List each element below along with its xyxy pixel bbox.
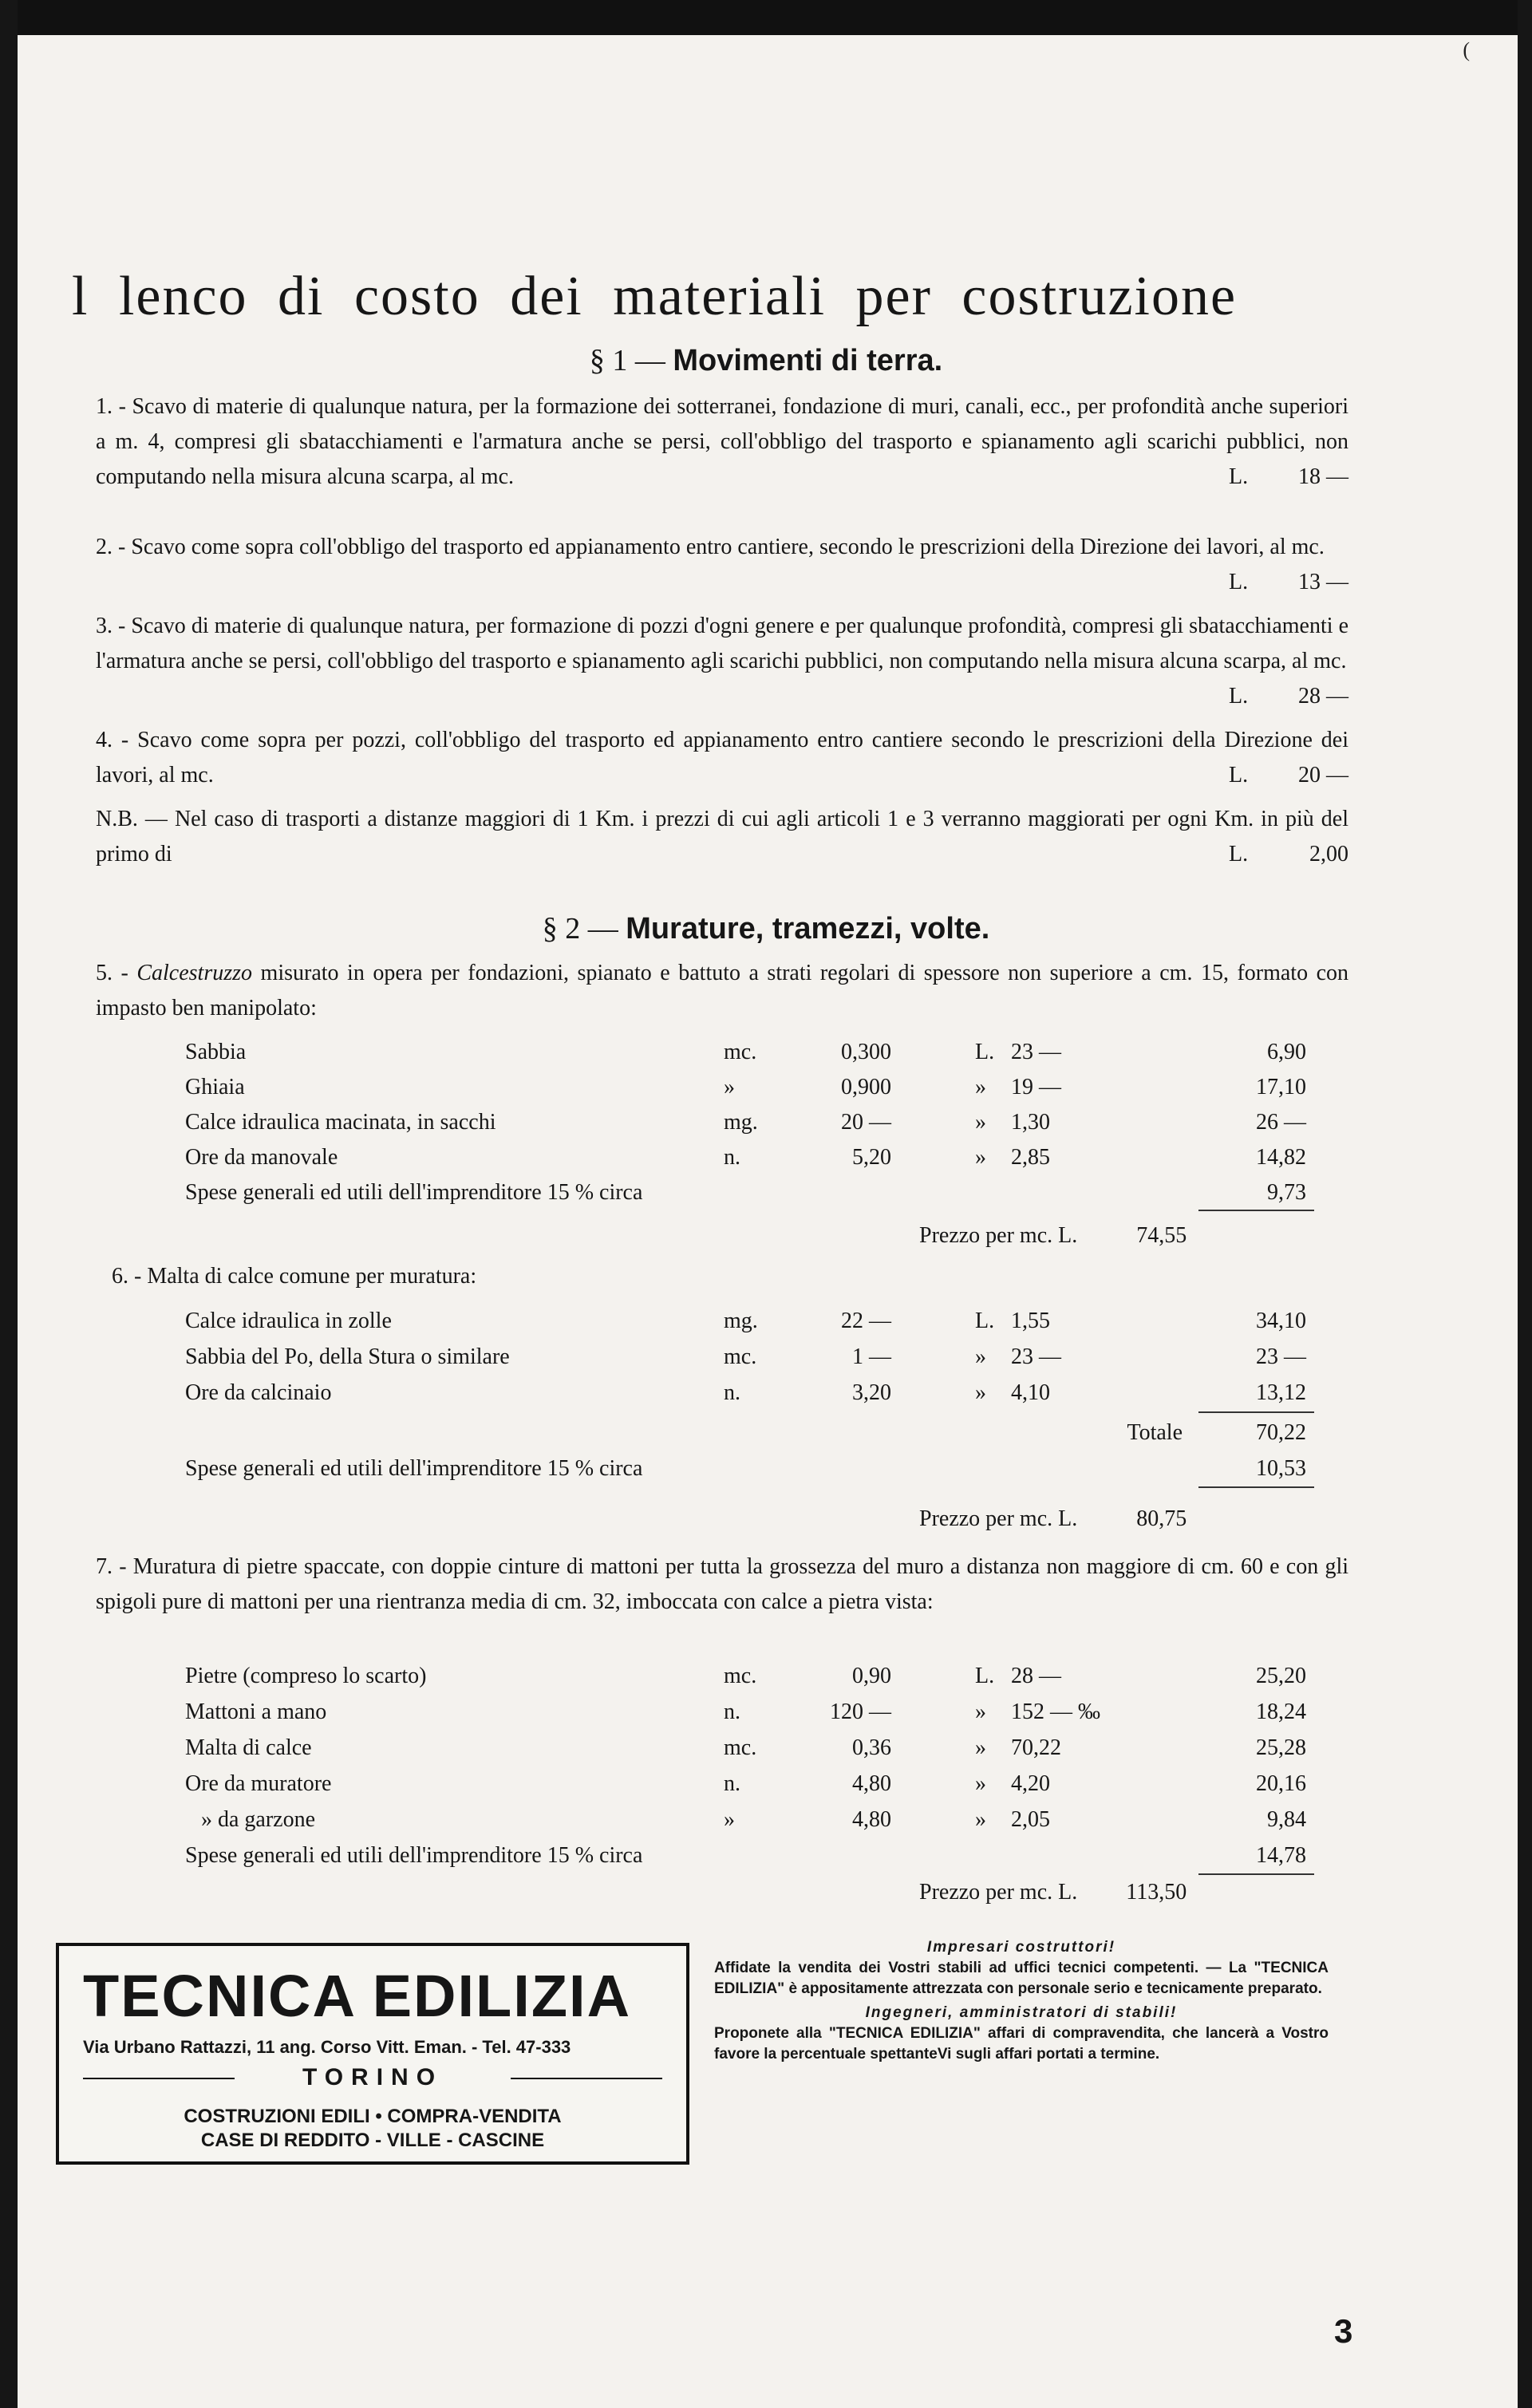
item-4-price <box>1229 758 1348 793</box>
row-unit: mc. <box>724 1664 757 1688</box>
ad-city: TORINO <box>302 2064 444 2090</box>
section-2-prefix: § 2 — <box>542 912 618 945</box>
row-description: Spese generali ed utili dell'imprenditore 15 % circa <box>185 1180 643 1205</box>
row-currency: » <box>975 1344 986 1369</box>
item-1-value: 18 — <box>1298 464 1348 489</box>
row-description: Sabbia del Po, della Stura o similare <box>185 1344 510 1369</box>
row-amount: 9,84 <box>1267 1807 1306 1832</box>
row-amount: 25,20 <box>1256 1664 1306 1688</box>
row-unit-price: 70,22 <box>1011 1735 1061 1760</box>
item-2-text: 2. - Scavo come sopra coll'obbligo del trasporto ed appianamento entro cantiere, secondo le prescrizioni della Direzione dei lavori, al mc. <box>96 535 1325 559</box>
item-5-number: 5. - <box>96 961 128 985</box>
row-unit: » <box>724 1807 735 1832</box>
notice-header-2: Ingegneri, amministratori di stabili! <box>865 2004 1178 2021</box>
price-label: Prezzo per mc. L. <box>919 1223 1078 1248</box>
row-unit: mc. <box>724 1040 757 1064</box>
ad-company-name: TECNICA EDILIZIA <box>83 1963 632 2029</box>
row-description: Spese generali ed utili dell'imprenditore 15 % circa <box>185 1843 643 1868</box>
total-amount: 70,22 <box>1256 1420 1306 1445</box>
row-currency: » <box>975 1110 986 1135</box>
row-currency: » <box>975 1807 986 1832</box>
row-description: Ore da calcinaio <box>185 1380 332 1405</box>
row-currency: L. <box>975 1664 995 1688</box>
row-description: » da garzone <box>201 1807 316 1832</box>
row-currency: » <box>975 1075 986 1099</box>
row-amount: 25,28 <box>1256 1735 1306 1760</box>
row-amount: 9,73 <box>1267 1180 1306 1205</box>
row-quantity: 1 — <box>852 1344 891 1369</box>
item-4-text: 4. - Scavo come sopra per pozzi, coll'obbligo del trasporto ed appianamento entro cantiere secondo le prescrizioni della Direzione dei lavori, al mc. <box>96 728 1348 788</box>
row-unit-price: 4,20 <box>1011 1771 1050 1796</box>
item-3-price <box>1229 679 1348 714</box>
item-4-currency: L. <box>1229 763 1249 788</box>
item-4 <box>96 723 1348 793</box>
nota-bene-currency: L. <box>1229 842 1249 866</box>
item-3-currency: L. <box>1229 684 1249 709</box>
row-unit: n. <box>724 1699 740 1724</box>
notice-body-1: Affidate la vendita dei Vostri stabili ad uffici tecnici competenti. — La "TECNICA EDILIZIA" è appositamente attrezzata con personale serio e tecnicamente preparato. <box>714 1960 1329 1997</box>
price-value: 74,55 <box>1136 1223 1187 1248</box>
page-number: 3 <box>1334 2312 1353 2350</box>
top-scan-border <box>0 0 1532 35</box>
row-description: Ghiaia <box>185 1075 245 1099</box>
section-1-prefix: § 1 — <box>589 344 665 377</box>
item-5-name: Calcestruzzo <box>136 961 253 985</box>
row-amount: 10,53 <box>1256 1456 1306 1481</box>
item-3-text: 3. - Scavo di materie di qualunque natura, per formazione di pozzi d'ogni genere e per qualunque profondità, compresi gli sbatacchiamenti e l'armatura anche se persi, coll'obbligo del trasporto e spianamento agli scarichi pubblici, non computando nella misura alcuna scarpa, al mc. <box>96 614 1348 673</box>
row-currency: » <box>975 1380 986 1405</box>
sum-rule <box>1198 1486 1314 1488</box>
item-5-intro <box>96 956 1348 1026</box>
row-unit: mc. <box>724 1344 757 1369</box>
item-2-price <box>1229 565 1348 600</box>
row-quantity: 0,900 <box>841 1075 891 1099</box>
row-quantity: 4,80 <box>852 1771 891 1796</box>
row-amount: 14,82 <box>1256 1145 1306 1170</box>
notice-header-1: Impresari costruttori! <box>926 1939 1116 1956</box>
row-unit-price: 152 — ‰ <box>1011 1699 1100 1724</box>
row-unit-price: 19 — <box>1011 1075 1061 1099</box>
item-6-title: 6. - Malta di calce comune per muratura: <box>112 1264 477 1289</box>
price-value: 80,75 <box>1136 1506 1187 1531</box>
nota-bene-price <box>1229 837 1348 872</box>
ad-address: Via Urbano Rattazzi, 11 ang. Corso Vitt. Eman. - Tel. 47-333 <box>83 2037 571 2057</box>
row-amount: 13,12 <box>1256 1380 1306 1405</box>
corner-mark: ( <box>1463 38 1470 61</box>
item-3-value: 28 — <box>1298 684 1348 709</box>
row-amount: 18,24 <box>1256 1699 1306 1724</box>
row-quantity: 4,80 <box>852 1807 891 1832</box>
row-description: Pietre (compreso lo scarto) <box>185 1664 427 1688</box>
row-quantity: 5,20 <box>852 1145 891 1170</box>
row-unit-price: 1,30 <box>1011 1110 1050 1135</box>
row-amount: 6,90 <box>1267 1040 1306 1064</box>
price-value: 113,50 <box>1126 1880 1187 1905</box>
item-6-price-line <box>919 1506 1187 1532</box>
row-currency: » <box>975 1771 986 1796</box>
advertisement-box <box>56 1943 689 2165</box>
row-unit-price: 23 — <box>1011 1344 1061 1369</box>
row-unit: mg. <box>724 1309 758 1333</box>
row-amount: 20,16 <box>1256 1771 1306 1796</box>
nota-bene-text: N.B. — Nel caso di trasporti a distanze maggiori di 1 Km. i prezzi di cui agli articoli 1 e 3 verranno maggiorati per ogni Km. in più del primo di <box>96 807 1348 866</box>
row-quantity: 0,300 <box>841 1040 891 1064</box>
notice-body-2: Proponete alla "TECNICA EDILIZIA" affari di compravendita, che lancerà a Vostro favore la percentuale spettanteVi sugli affari portati a termine. <box>714 2025 1329 2063</box>
row-currency: L. <box>975 1309 995 1333</box>
sum-rule <box>1198 1411 1314 1413</box>
section-1-title: Movimenti di terra. <box>673 344 943 377</box>
row-currency: » <box>975 1735 986 1760</box>
row-amount: 14,78 <box>1256 1843 1306 1868</box>
row-unit: n. <box>724 1145 740 1170</box>
section-2-title: Murature, tramezzi, volte. <box>626 912 990 945</box>
nota-bene-value: 2,00 <box>1309 842 1348 866</box>
row-quantity: 0,90 <box>852 1664 891 1688</box>
row-description: Ore da muratore <box>185 1771 332 1796</box>
row-description: Spese generali ed utili dell'imprenditore 15 % circa <box>185 1456 643 1481</box>
row-quantity: 3,20 <box>852 1380 891 1405</box>
row-unit: » <box>724 1075 735 1099</box>
row-unit-price: 4,10 <box>1011 1380 1050 1405</box>
item-1-text: 1. - Scavo di materie di qualunque natura, per la formazione dei sotterranei, fondazione di muri, canali, ecc., per profondità anche superiori a m. 4, compresi gli sbatacchiamenti e l'armatura anche se persi, coll'obbligo del trasporto e spianamento agli scarichi pubblici, non computando nella misura alcuna scarpa, al mc. <box>96 394 1348 489</box>
sum-rule <box>1198 1873 1314 1875</box>
row-quantity: 20 — <box>841 1110 891 1135</box>
row-unit: mg. <box>724 1110 758 1135</box>
row-description: Mattoni a mano <box>185 1699 327 1724</box>
row-quantity: 0,36 <box>852 1735 891 1760</box>
row-currency: » <box>975 1699 986 1724</box>
item-5-text: misurato in opera per fondazioni, spianato e battuto a strati regolari di spessore non superiore a cm. 15, formato con impasto ben manipolato: <box>96 961 1349 1020</box>
row-quantity: 22 — <box>841 1309 891 1333</box>
item-2-value: 13 — <box>1298 570 1348 594</box>
row-amount: 17,10 <box>1256 1075 1306 1099</box>
ad-activities-line-2: CASE DI REDDITO - VILLE - CASCINE <box>200 2130 545 2151</box>
ad-rule-right <box>511 2078 662 2079</box>
row-unit-price: 2,05 <box>1011 1807 1050 1832</box>
notice-block <box>714 1937 1329 2065</box>
row-description: Malta di calce <box>185 1735 312 1760</box>
row-description: Ore da manovale <box>185 1145 338 1170</box>
section-2-heading <box>0 911 1532 946</box>
price-label: Prezzo per mc. L. <box>919 1506 1078 1531</box>
item-5-price-line <box>919 1223 1187 1249</box>
row-currency: L. <box>975 1040 995 1064</box>
item-2 <box>96 530 1348 600</box>
item-1 <box>96 389 1348 495</box>
item-2-currency: L. <box>1229 570 1249 594</box>
total-label: Totale <box>1127 1420 1183 1445</box>
row-quantity: 120 — <box>830 1699 891 1724</box>
sum-rule <box>1198 1210 1314 1211</box>
row-unit: mc. <box>724 1735 757 1760</box>
row-unit: n. <box>724 1771 740 1796</box>
item-3 <box>96 609 1348 714</box>
row-currency: » <box>975 1145 986 1170</box>
row-unit-price: 28 — <box>1011 1664 1061 1688</box>
row-description: Calce idraulica in zolle <box>185 1309 392 1333</box>
item-1-price <box>1229 460 1348 495</box>
item-7-intro: 7. - Muratura di pietre spaccate, con doppie cinture di mattoni per tutta la grossezza del muro a distanza non maggiore di cm. 60 e con gli spigoli pure di mattoni per una rientranza media di cm. 32, imboccata con calce a pietra vista: <box>96 1554 1348 1614</box>
row-description: Calce idraulica macinata, in sacchi <box>185 1110 496 1135</box>
item-4-value: 20 — <box>1298 763 1348 788</box>
row-unit-price: 2,85 <box>1011 1145 1050 1170</box>
item-1-currency: L. <box>1229 464 1249 489</box>
row-description: Sabbia <box>185 1040 247 1064</box>
row-amount: 26 — <box>1256 1110 1306 1135</box>
row-amount: 34,10 <box>1256 1309 1306 1333</box>
row-unit-price: 1,55 <box>1011 1309 1050 1333</box>
item-7-price-line <box>919 1880 1187 1905</box>
row-amount: 23 — <box>1256 1344 1306 1369</box>
price-label: Prezzo per mc. L. <box>919 1880 1078 1905</box>
page-title: l lenco di costo dei materiali per costruzione <box>72 265 1238 327</box>
row-unit: n. <box>724 1380 740 1405</box>
section-1-heading <box>0 343 1532 378</box>
nota-bene <box>96 802 1348 872</box>
row-unit-price: 23 — <box>1011 1040 1061 1064</box>
ad-activities-line-1: COSTRUZIONI EDILI • COMPRA-VENDITA <box>184 2106 562 2127</box>
